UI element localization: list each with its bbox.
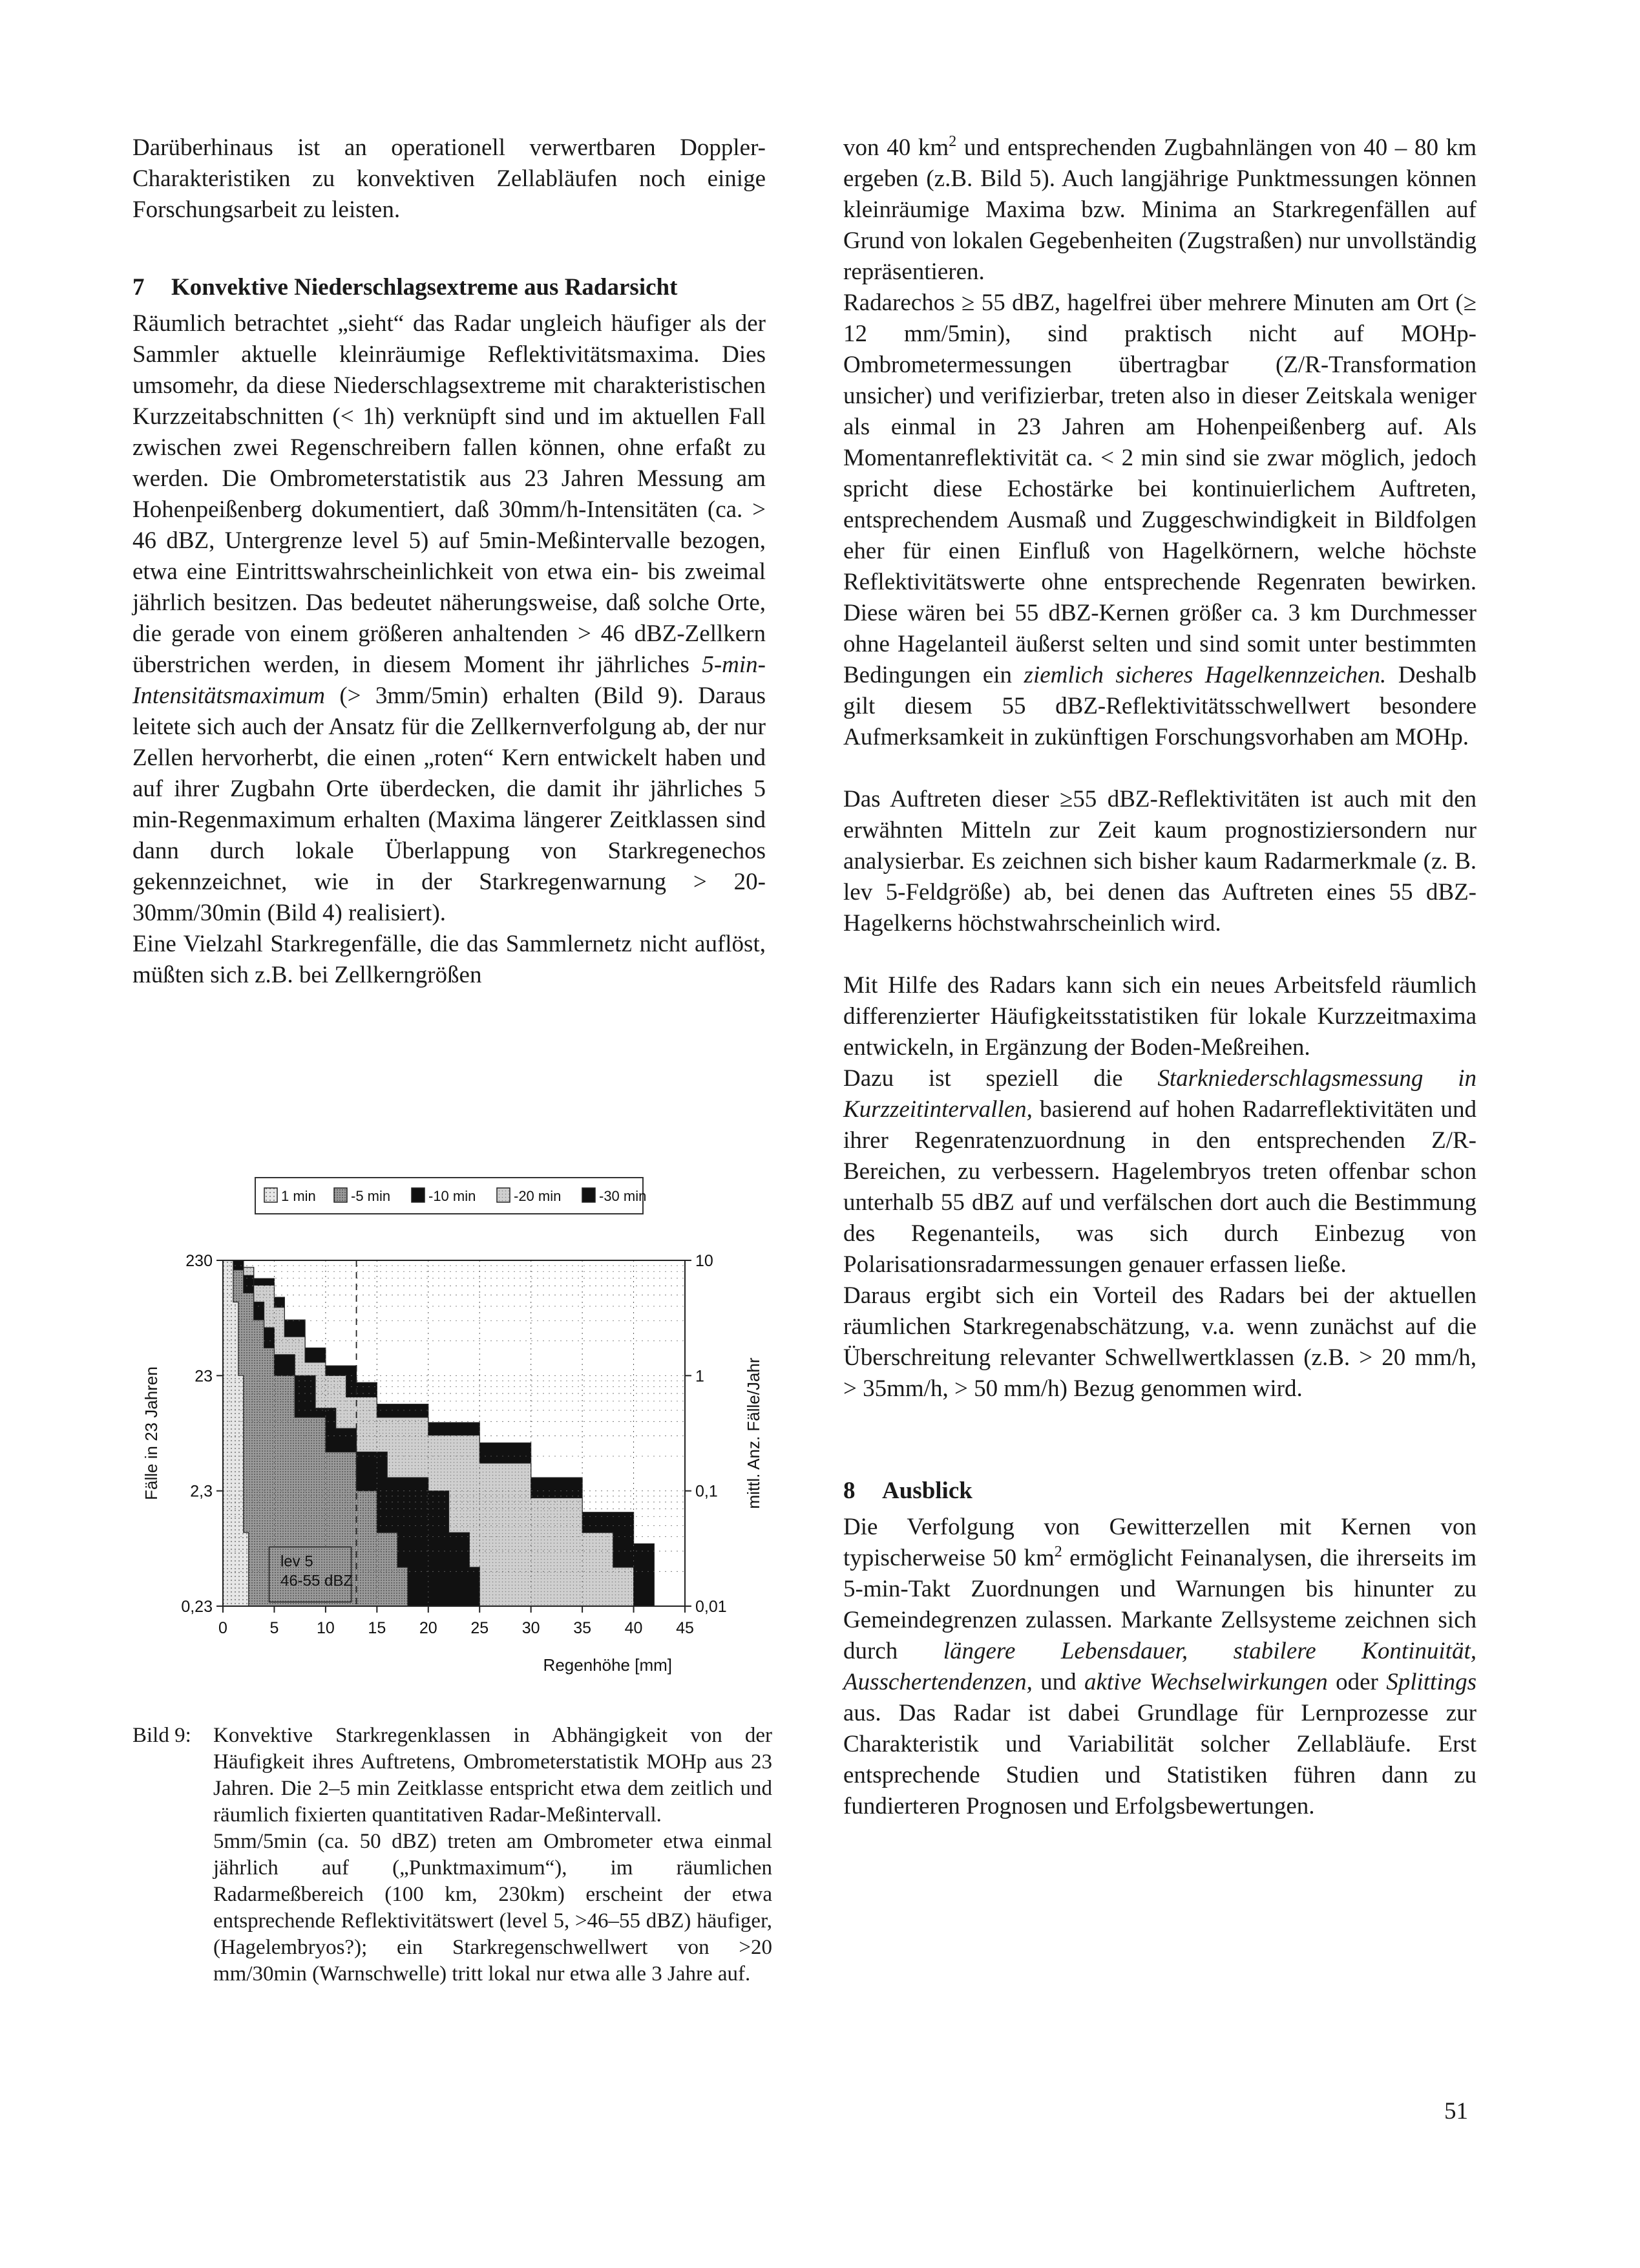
x-tick-label: 30 [521,1619,540,1637]
text-run: aus. Das Radar ist dabei Grundlage für Lernprozesse zur Charakteristik und Variabilität solcher Zellabläufe. Erst entsprechende Studien und Statistiken führen dann zu fundierteren Prognosen und Erfolgsbewertungen. [843,1700,1477,1819]
text-run: basierend auf hohen Radarreflektivitäten und ihrer Regenratenzuordnung in den entsprechenden Z/R-Bereichen, zu verbessern. Hagelembryos treten offenbar schon unterhalb 55 dBZ auf und verfälschen dort auch die Bestimmung des Regenanteils, was sich durch Einbezug von Polarisationsradarmessungen genauer erfassen ließe. [843,1096,1477,1278]
x-axis-label: Regenhöhe [mm] [543,1655,672,1675]
legend-swatch [334,1188,347,1202]
text-run: Die Verfolgung von Gewitterzellen mit Kernen von typischerweise 50 km [843,1514,1477,1571]
section-7-paragraph-2: Eine Vielzahl Starkregenfälle, die das Sammlernetz nicht auflöst, müßten sich z.B. bei Zellkerngrößen [132,931,766,988]
superscript: 2 [1054,1543,1062,1560]
right-paragraph-5 [843,1063,1477,1280]
y-tick-label: 0,23 [181,1598,213,1616]
section-8-title: Ausblick [882,1478,972,1504]
y2-tick-label: 10 [695,1252,713,1270]
x-tick-label: 35 [573,1619,592,1637]
emphasis-text: längere Lebensdauer, stabilere Kontinuität, Ausschertendenzen, [843,1638,1477,1695]
chart-legend [255,1178,646,1214]
y-tick-label: 230 [185,1252,213,1270]
right-paragraph-6: Daraus ergibt sich ein Vorteil des Radars bei der aktuellen räumlichen Starkregenabschätzung, v.a. wenn zunächst auf die Überschreitung relevanter Schwellwertklassen (z.B. > 20 mm/h, > 35mm/h, > 50 mm/h) Bezug genommen wird. [843,1282,1477,1402]
emphasis-text: Starkniederschlagsmessung in Kurzzeitintervallen, [843,1065,1477,1123]
y-axis-label: Fälle in 23 Jahren [142,1366,161,1500]
page-number: 51 [1444,2098,1468,2125]
section-8-heading [843,1476,1477,1507]
chart-plot-area [223,1260,685,1606]
legend-label: 1 min [281,1188,316,1204]
legend-label: -10 min [428,1188,476,1204]
legend-label: -30 min [599,1188,647,1204]
x-tick-label: 45 [676,1619,694,1637]
y-tick-label: 2,3 [190,1482,213,1501]
section-7-heading [132,272,766,303]
legend-swatch [497,1188,510,1202]
emphasis-text: aktive Wechselwirkungen [1084,1669,1328,1695]
annotation-label: 46-55 dBZ [280,1572,353,1590]
right-paragraph-3: Das Auftreten dieser ≥55 dBZ-Reflektivitäten ist auch mit den erwähnten Mitteln zur Zeit kaum prognostiziersondern nur analysierbar. Es zeichnen sich bisher kaum Radarmerkmale (z. B. lev 5-Feldgröße) ab, bei denen das Auftreten eines 55 dBZ-Hagelkerns höchstwahrscheinlich wird. [843,786,1477,937]
figure-caption [132,1722,772,1987]
text-run: von 40 km [843,134,949,161]
x-tick-label: 25 [470,1619,489,1637]
y2-tick-label: 0,01 [695,1598,727,1616]
text-run: (> 3mm/5min) erhalten (Bild 9). Daraus leitete sich auch der Ansatz für die Zellkernverfolgung ab, der nur Zellen hervorherbt, die einen „roten“ Kern entwickelt haben und auf ihrer Zugbahn Orte überdecken, die damit ihr jährliches 5 min-Regenmaximum erhalten (Maxima längerer Zeitklassen sind dann durch lokale Überlappung von Starkregenechos gekennzeichnet, wie in der Starkregenwarnung > 20-30mm/30min (Bild 4) realisiert). [132,683,766,926]
text-run: und entsprechenden Zugbahnlängen von 40 – 80 km ergeben (z.B. Bild 5). Auch langjährige Punktmessungen können kleinräumige Maxima bzw. Minima an Starkregenfällen auf Grund von lokalen Gegebenheiten (Zugstraßen) nur unvollständig repräsentieren. [843,134,1477,285]
caption-paragraph-1: Konvektive Starkregenklassen in Abhängigkeit von der Häufigkeit ihres Auftretens, Ombrometerstatistik MOHp aus 23 Jahren. Die 2–5 min Zeitklasse entspricht etwa dem zeitlich und räumlich fixierten quantitativen Radar-Meßintervall. [213,1724,772,1827]
legend-swatch [412,1188,425,1202]
figure-bild-9 [132,1163,766,1680]
y2-tick-label: 1 [695,1367,704,1386]
annotation-label: lev 5 [280,1553,313,1571]
intro-paragraph: Darüberhinaus ist an operationell verwertbaren Doppler-Charakteristiken zu konvektiven Zellabläufen noch einige Forschungsarbeit zu leisten. [132,134,766,223]
right-paragraph-2 [843,288,1477,753]
text-run: und [1032,1669,1085,1695]
text-run: Räumlich betrachtet „sieht“ das Radar ungleich häufiger als der Sammler aktuelle kleinräumige Reflektivitätsmaxima. Dies umsomehr, da diese Niederschlagsextreme mit charakteristischen Kurzzeitabschnitten (< 1h) verknüpft sind und im aktuellen Fall zwischen zwei Regenschreibern fallen können, ohne erfaßt zu werden. Die Ombrometerstatistik aus 23 Jahren Messung am Hohenpeißenberg dokumentiert, daß 30mm/h-Intensitäten (ca. > 46 dBZ, Untergrenze level 5) auf 5min-Meßintervalle bezogen, etwa eine Eintrittswahrscheinlichkeit von etwa ein- bis zweimal jährlich besitzen. Das bedeutet näherungsweise, daß solche Orte, die gerade von einem größeren anhaltenden > 46 dBZ-Zellkern überstrichen werden, in diesem Moment ihr jährliches [132,310,766,678]
x-tick-label: 20 [419,1619,437,1637]
section-7-title: Konvektive Niederschlagsextreme aus Radarsicht [171,274,678,301]
right-column [843,132,1477,1822]
legend-swatch [264,1188,277,1202]
caption-label: Bild 9: [132,1724,191,1747]
y2-axis-label: mittl. Anz. Fälle/Jahr [744,1357,763,1509]
section-7-paragraph-1 [132,308,766,929]
text-run: Dazu ist speziell die [843,1065,1158,1092]
emphasis-text: 5-min-Intensitätsmaximum [132,652,766,709]
rain-class-chart [132,1163,766,1680]
text-run: oder [1327,1669,1387,1695]
caption-paragraph-2: 5mm/5min (ca. 50 dBZ) treten am Ombrometer etwa einmal jährlich auf („Punktmaximum“), im räumlichen Radarmeßbereich (100 km, 230km) erscheint der etwa entsprechende Reflektivitätswert (level 5, >46–55 dBZ) häufiger, (Hagelembryos?); ein Starkregenschwellwert von >20 mm/30min (Warnschwelle) tritt lokal nur etwa alle 3 Jahre auf. [213,1830,772,1986]
caption-body [213,1722,772,1987]
x-tick-label: 15 [368,1619,386,1637]
emphasis-text: ziemlich sicheres Hagelkennzeichen. [1024,662,1387,688]
legend-label: -5 min [351,1188,391,1204]
x-tick-label: 0 [218,1619,227,1637]
x-tick-label: 10 [316,1619,335,1637]
section-8-number: 8 [843,1478,856,1504]
x-tick-label: 40 [624,1619,643,1637]
y2-tick-label: 0,1 [695,1482,718,1501]
right-paragraph-1 [843,132,1477,288]
text-run: ermöglicht Feinanalysen, die ihrerseits im 5-min-Takt Zuordnungen und Warnungen bis hinunter zu Gemeindegrenzen zulassen. Markante Zellsysteme zeichnen sich durch [843,1545,1477,1664]
emphasis-text: Splittings [1386,1669,1477,1695]
section-8-paragraph [843,1512,1477,1822]
legend-label: -20 min [514,1188,562,1204]
y-tick-label: 23 [194,1367,213,1386]
x-tick-label: 5 [269,1619,279,1637]
text-run: Deshalb gilt diesem 55 dBZ-Reflektivitätsschwellwert besondere Aufmerksamkeit in zukünftigen Forschungsvorhaben am MOHp. [843,662,1477,750]
text-run: Radarechos ≥ 55 dBZ, hagelfrei über mehrere Minuten am Ort (≥ 12 mm/5min), sind praktisch nicht auf MOHp-Ombrometermessungen übertragbar (Z/R-Transformation unsicher) und verifizierbar, treten also in dieser Zeitskala weniger als einmal in 23 Jahren am Hohenpeißenberg auf. Als Momentanreflektivität ca. < 2 min sind sie zwar möglich, jedoch spricht diese Echostärke bei kontinuierlichem Auftreten, entsprechendem Ausmaß und Zuggeschwindigkeit in Bildfolgen eher für einen Einfluß von Hagelkörnern, welche höchste Reflektivitätswerte ohne entsprechende Regenraten bewirken. Diese wären bei 55 dBZ-Kernen größer ca. 3 km Durchmesser ohne Hagelanteil äußerst selten und sind somit unter bestimmten Bedingungen ein [843,290,1477,688]
left-column [132,132,766,991]
section-7-number: 7 [132,274,145,301]
right-paragraph-4: Mit Hilfe des Radars kann sich ein neues Arbeitsfeld räumlich differenzierter Häufigkeitsstatistiken für lokale Kurzzeitmaxima entwickeln, in Ergänzung der Boden-Meßreihen. [843,972,1477,1061]
legend-swatch [582,1188,595,1202]
superscript: 2 [949,133,957,150]
